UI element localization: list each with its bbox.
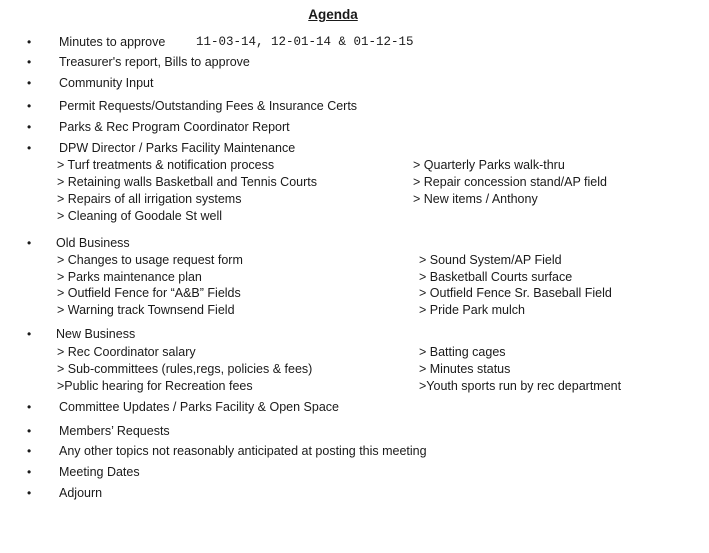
bullet-icon: • [27, 465, 32, 479]
dpw-sub-item: > Quarterly Parks walk-thru [413, 158, 565, 172]
dpw-sub-item: > Repair concession stand/AP field [413, 175, 607, 189]
agenda-item-members: Members’ Requests [59, 424, 170, 438]
old-business-sub-item: > Warning track Townsend Field [57, 303, 235, 317]
agenda-item-new-business: New Business [56, 327, 136, 341]
old-business-sub-item: > Outfield Fence for “A&B” Fields [57, 286, 241, 300]
bullet-icon: • [27, 99, 32, 113]
agenda-title: Agenda [308, 7, 358, 22]
agenda-item-committee: Committee Updates / Parks Facility & Open Space [59, 400, 339, 414]
new-business-sub-item: > Batting cages [419, 345, 506, 359]
new-business-sub-item: >Youth sports run by rec department [419, 379, 622, 393]
bullet-icon: • [27, 327, 32, 341]
bullet-icon: • [27, 35, 32, 49]
bullet-icon: • [27, 120, 32, 134]
bullet-icon: • [27, 141, 32, 155]
agenda-item-community: Community Input [59, 76, 154, 90]
agenda-item-minutes: Minutes to approve [59, 35, 166, 49]
new-business-sub-item: >Public hearing for Recreation fees [57, 379, 253, 393]
agenda-item-adjourn: Adjourn [59, 486, 103, 500]
old-business-sub-item: > Pride Park mulch [419, 303, 525, 317]
old-business-sub-item: > Outfield Fence Sr. Baseball Field [419, 286, 612, 300]
bullet-icon: • [27, 444, 32, 458]
agenda-item-permits: Permit Requests/Outstanding Fees & Insurance Certs [59, 99, 358, 113]
agenda-item-other: Any other topics not reasonably anticipated at posting this meeting [59, 444, 427, 458]
new-business-sub-item: > Minutes status [419, 362, 511, 376]
dpw-sub-item: > Cleaning of Goodale St well [57, 209, 223, 223]
agenda-item-old-business: Old Business [56, 236, 130, 250]
dpw-sub-item: > New items / Anthony [413, 192, 538, 206]
new-business-sub-item: > Rec Coordinator salary [57, 345, 196, 359]
agenda-item-treasurer: Treasurer's report, Bills to approve [59, 55, 250, 69]
old-business-sub-item: > Changes to usage request form [57, 253, 243, 267]
bullet-icon: • [27, 400, 32, 414]
bullet-icon: • [27, 236, 32, 250]
minutes-dates: 11-03-14, 12-01-14 & 01-12-15 [196, 35, 414, 49]
old-business-sub-item: > Parks maintenance plan [57, 270, 202, 284]
bullet-icon: • [27, 55, 32, 69]
old-business-sub-item: > Sound System/AP Field [419, 253, 562, 267]
bullet-icon: • [27, 76, 32, 90]
dpw-sub-item: > Turf treatments & notification process [57, 158, 275, 172]
old-business-sub-item: > Basketball Courts surface [419, 270, 573, 284]
agenda-item-meeting-dates: Meeting Dates [59, 465, 140, 479]
new-business-sub-item: > Sub-committees (rules,regs, policies & fees) [57, 362, 313, 376]
bullet-icon: • [27, 486, 32, 500]
bullet-icon: • [27, 424, 32, 438]
dpw-sub-item: > Repairs of all irrigation systems [57, 192, 242, 206]
agenda-item-parks-rec: Parks & Rec Program Coordinator Report [59, 120, 290, 134]
dpw-sub-item: > Retaining walls Basketball and Tennis Courts [57, 175, 317, 189]
agenda-item-dpw: DPW Director / Parks Facility Maintenance [59, 141, 296, 155]
